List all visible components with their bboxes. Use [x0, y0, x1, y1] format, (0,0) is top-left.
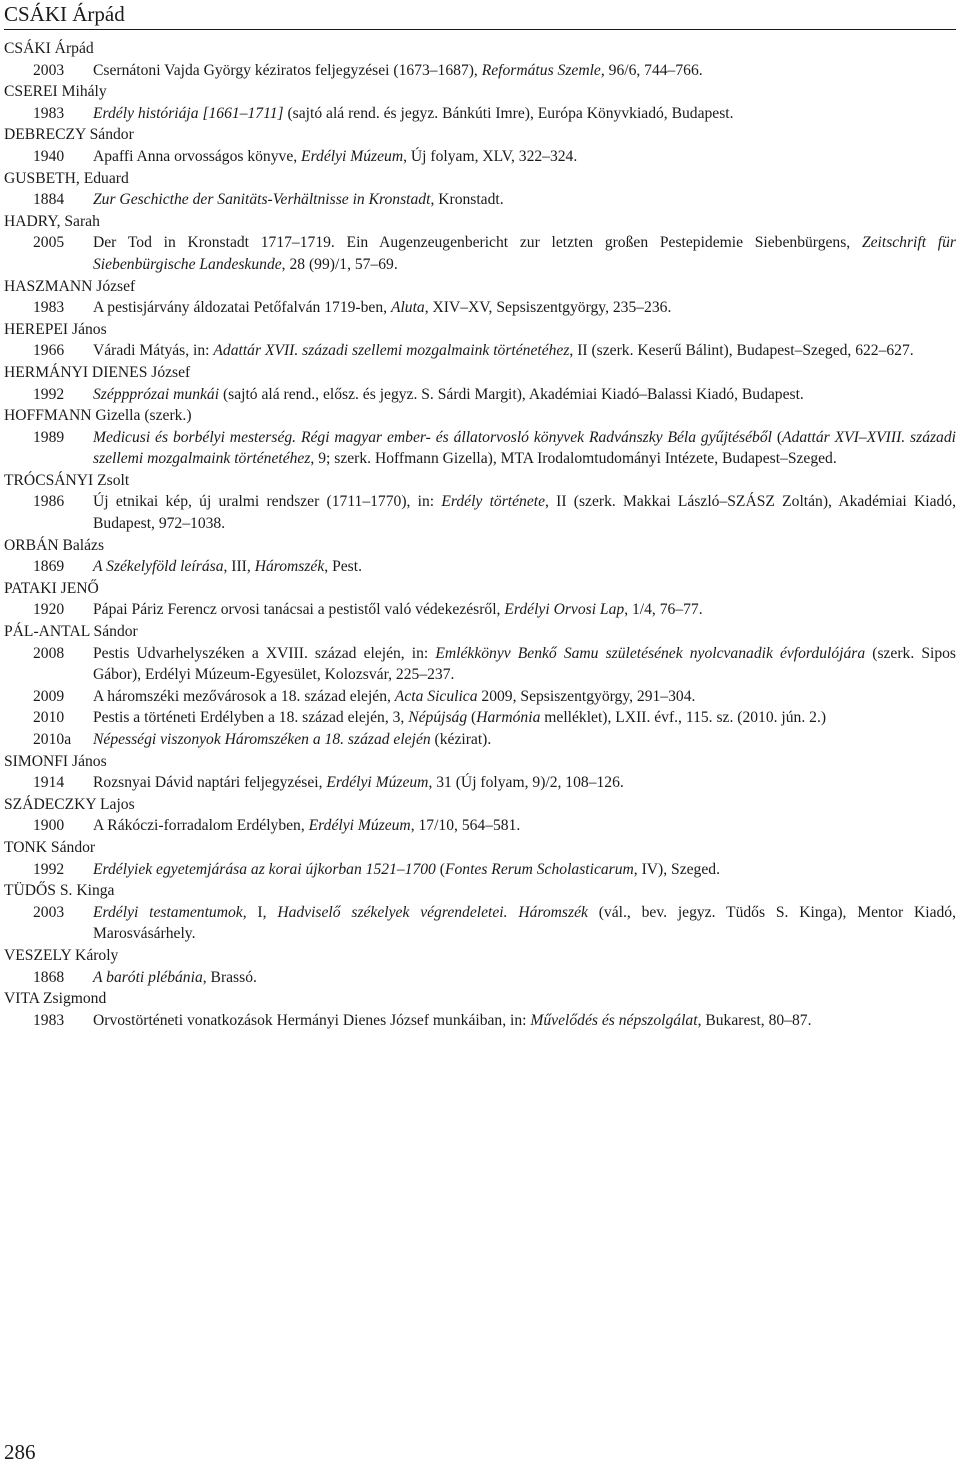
bibliography-entry — [4, 599, 956, 621]
bibliography-entry — [4, 1010, 956, 1032]
citation-title: Erdélyi Múzeum — [301, 147, 404, 165]
citation-text: , Brassó. — [202, 968, 257, 986]
bibliography-entry — [4, 902, 956, 945]
entry-year: 1884 — [33, 191, 65, 209]
bibliography-entry — [4, 491, 956, 534]
entry-year: 1914 — [33, 774, 65, 792]
citation-text: Új etnikai kép, új uralmi rendszer (1711–1770), in: — [93, 493, 442, 511]
bibliography-entry — [4, 556, 956, 578]
entry-year: 1983 — [33, 104, 65, 122]
citation-text: (sajtó alá rend., elősz. és jegyz. S. Sárdi Margit), Akadémiai Kiadó–Balassi Kiadó, Budapest. — [219, 385, 804, 403]
entry-citation — [93, 902, 956, 945]
citation-text: Pápai Páriz Ferencz orvosi tanácsai a pestistől való védekezésről, — [93, 601, 505, 619]
author-name: VITA Zsigmond — [4, 990, 107, 1008]
entry-citation — [93, 729, 956, 751]
citation-text: , III, — [223, 558, 255, 576]
author-name: CSÁKI Árpád — [4, 40, 94, 57]
entry-citation — [93, 340, 956, 362]
bibliography-entry — [4, 60, 956, 82]
bibliography-entry — [4, 967, 956, 989]
entry-citation — [93, 232, 956, 275]
entry-citation — [93, 427, 956, 470]
entry-citation — [93, 859, 956, 881]
entry-year: 1989 — [33, 428, 65, 446]
citation-title: Erdélyi Múzeum — [308, 817, 411, 835]
citation-text: melléklet), LXII. évf., 115. sz. (2010. jún. 2.) — [540, 709, 827, 727]
entry-year: 2010 — [33, 709, 65, 727]
citation-text: Váradi Mátyás, in: — [93, 342, 214, 360]
citation-text: ( — [771, 428, 783, 446]
entry-citation — [93, 491, 956, 534]
citation-text: A Rákóczi-forradalom Erdélyben, — [93, 817, 309, 835]
citation-title: Erdélyi testamentumok — [93, 903, 243, 921]
entry-year: 1900 — [33, 817, 65, 835]
citation-text: Apaffi Anna orvosságos könyve, — [93, 147, 302, 165]
entry-citation — [93, 686, 956, 708]
citation-title: Erdélyi Orvosi Lap — [504, 601, 625, 619]
bibliography-entry — [4, 772, 956, 794]
bibliography-list — [4, 38, 956, 1031]
author-name: ORBÁN Balázs — [4, 536, 105, 554]
citation-text: , 1/4, 76–77. — [624, 601, 703, 619]
citation-title: Acta Siculica — [394, 687, 478, 705]
citation-text: , I, — [242, 903, 278, 921]
citation-text: Rozsnyai Dávid naptári feljegyzései, — [93, 774, 327, 792]
entry-citation — [93, 599, 956, 621]
author-name: SIMONFI János — [4, 752, 107, 770]
citation-text: ( — [467, 709, 477, 727]
bibliography-entry — [4, 340, 956, 362]
citation-text: Csernátoni Vajda György kéziratos feljegyzései (1673–1687), — [93, 61, 482, 79]
citation-title: Művelődés és népszolgálat — [530, 1011, 698, 1029]
entry-citation — [93, 384, 956, 406]
entry-citation — [93, 1010, 956, 1032]
citation-title: Református Szemle — [481, 61, 601, 79]
citation-text: A pestisjárvány áldozatai Petőfalván 1719-ben, — [93, 299, 391, 317]
entry-citation — [93, 146, 956, 168]
citation-text: , XIV–XV, Sepsiszentgyörgy, 235–236. — [424, 299, 672, 317]
bibliography-entry — [4, 384, 956, 406]
running-head: CSÁKI Árpád — [4, 0, 956, 30]
entry-year: 2003 — [33, 61, 65, 79]
citation-title: Fontes Rerum Scholasticarum — [444, 860, 634, 878]
bibliography-entry — [4, 297, 956, 319]
author-name: CSEREI Mihály — [4, 83, 107, 101]
citation-text: , II (szerk. Keserű Bálint), Budapest–Szeged, 622–627. — [569, 342, 914, 360]
citation-text: , 28 (99)/1, 57–69. — [281, 255, 398, 273]
citation-text: , 96/6, 744–766. — [600, 61, 703, 79]
citation-text: , Kronstadt. — [430, 191, 504, 209]
entry-year: 1868 — [33, 968, 65, 986]
bibliography-entry — [4, 729, 956, 751]
entry-year: 1992 — [33, 860, 65, 878]
citation-title: Népességi viszonyok Háromszéken a 18. század elején — [93, 731, 431, 748]
entry-year: 1992 — [33, 385, 65, 403]
citation-text: Pestis Udvarhelyszéken a XVIII. század elején, in: — [93, 644, 436, 662]
page-number: 286 — [4, 1440, 36, 1464]
citation-text: , Pest. — [324, 558, 362, 576]
citation-text: ( — [435, 860, 445, 878]
entry-citation — [93, 556, 956, 578]
bibliography-entry — [4, 189, 956, 211]
entry-year: 1869 — [33, 558, 65, 576]
author-name: HASZMANN József — [4, 277, 136, 295]
bibliography-entry — [4, 146, 956, 168]
citation-text: , Új folyam, XLV, 322–324. — [403, 147, 578, 165]
entry-year: 2008 — [33, 644, 65, 662]
citation-text: Der Tod in Kronstadt 1717–1719. Ein Augenzeugenbericht zur letzten großen Pestepidemie Siebenbürgens, — [93, 234, 862, 252]
entry-citation — [93, 60, 956, 82]
citation-title: A Székelyföld leírása — [93, 558, 224, 576]
citation-text: 2009, Sepsiszentgyörgy, 291–304. — [477, 687, 696, 705]
entry-citation — [93, 103, 956, 125]
citation-title: Emlékkönyv Benkő Samu születésének nyolcvanadik évfordulójára — [435, 644, 866, 662]
bibliography-entry — [4, 643, 956, 686]
entry-year: 2003 — [33, 903, 65, 921]
citation-title: Adattár XVII. századi szellemi mozgalmaink történetéhez — [213, 342, 570, 360]
citation-title: Erdély története — [441, 493, 546, 511]
citation-title: Népújság — [408, 709, 468, 727]
citation-title: Medicusi és borbélyi mesterség. Régi magyar ember- és állatorvosló könyvek Radvánszky Béla gyűjtéséből — [93, 428, 772, 446]
citation-text: Orvostörténeti vonatkozások Hermányi Dienes József munkáiban, in: — [93, 1011, 531, 1029]
author-name: HEREPEI János — [4, 320, 107, 338]
citation-text: (sajtó alá rend. és jegyz. Bánkúti Imre), Európa Könyvkiadó, Budapest. — [283, 104, 734, 122]
author-name: PATAKI JENŐ — [4, 579, 99, 597]
citation-title: Erdélyiek egyetemjárása az korai újkorban 1521–1700 — [93, 860, 436, 878]
entry-year: 1983 — [33, 1011, 65, 1029]
author-name: VESZELY Károly — [4, 946, 119, 964]
citation-text: (szerk. Sipos Gábor), Erdélyi Múzeum-Egyesület, Kolozsvár, 225–237. — [93, 644, 957, 684]
citation-text: A háromszéki mezővárosok a 18. század elején, — [93, 687, 395, 705]
citation-text: , 31 (Új folyam, 9)/2, 108–126. — [428, 774, 624, 792]
citation-text: , 17/10, 564–581. — [410, 817, 521, 835]
author-name: HOFFMANN Gizella (szerk.) — [4, 407, 192, 425]
entry-year: 1920 — [33, 601, 65, 619]
entry-year: 1986 — [33, 493, 65, 511]
entry-citation — [93, 772, 956, 794]
citation-text: , 9; szerk. Hoffmann Gizella), MTA Irodalomtudományi Intézete, Budapest–Szeged. — [310, 450, 837, 468]
author-name: TONK Sándor — [4, 838, 96, 856]
citation-text: (kézirat). — [430, 731, 492, 748]
citation-text: Pestis a történeti Erdélyben a 18. század elején, 3, — [93, 709, 409, 727]
entry-citation — [93, 707, 956, 729]
author-name: HERMÁNYI DIENES József — [4, 363, 191, 381]
entry-year: 2005 — [33, 234, 65, 252]
bibliography-entry — [4, 707, 956, 729]
citation-title: A baróti plébánia — [93, 968, 203, 986]
entry-citation — [93, 643, 956, 686]
entry-citation — [93, 815, 956, 837]
citation-title: Aluta — [390, 299, 425, 317]
citation-title: Adattár XVI–XVIII. századi szellemi mozgalmaink történetéhez — [93, 428, 956, 468]
author-name: PÁL-ANTAL Sándor — [4, 623, 138, 641]
author-name: SZÁDECZKY Lajos — [4, 795, 135, 813]
bibliography-entry — [4, 427, 956, 470]
citation-title: Zur Geschicthe der Sanitäts-Verhältnisse in Kronstadt — [93, 191, 431, 209]
author-name: GUSBETH, Eduard — [4, 169, 129, 187]
entry-citation — [93, 297, 956, 319]
bibliography-entry — [4, 232, 956, 275]
citation-text: (vál., bev. jegyz. Tüdős S. Kinga), Mentor Kiadó, Marosvásárhely. — [93, 903, 956, 943]
entry-year: 1940 — [33, 147, 65, 165]
citation-title: Hadviselő székelyek végrendeletei. Háromszék — [277, 903, 588, 921]
citation-text: , IV), Szeged. — [633, 860, 720, 878]
citation-title: Erdély históriája [1661–1711] — [93, 104, 284, 122]
bibliography-entry — [4, 815, 956, 837]
author-name: DEBRECZY Sándor — [4, 126, 134, 144]
citation-title: Zeitschrift für Siebenbürgische Landeskunde — [93, 234, 956, 273]
citation-title: Háromszék — [254, 558, 325, 576]
entry-citation — [93, 189, 956, 211]
author-name: TRÓCSÁNYI Zsolt — [4, 471, 130, 489]
citation-title: Harmónia — [476, 709, 541, 727]
entry-year: 2009 — [33, 687, 65, 705]
author-name: HADRY, Sarah — [4, 212, 100, 230]
citation-text: , Bukarest, 80–87. — [697, 1011, 812, 1029]
bibliography-entry — [4, 103, 956, 125]
bibliography-entry — [4, 859, 956, 881]
citation-title: Széppprózai munkái — [93, 385, 220, 403]
entry-year: 1983 — [33, 299, 65, 317]
entry-year: 1966 — [33, 342, 65, 360]
bibliography-entry — [4, 686, 956, 708]
author-name: TÜDŐS S. Kinga — [4, 882, 115, 900]
entry-citation — [93, 967, 956, 989]
entry-year: 2010a — [33, 731, 72, 748]
citation-text: , II (szerk. Makkai László–SZÁSZ Zoltán), Akadémiai Kiadó, Budapest, 972–1038. — [93, 493, 956, 533]
citation-title: Erdélyi Múzeum — [326, 774, 429, 792]
